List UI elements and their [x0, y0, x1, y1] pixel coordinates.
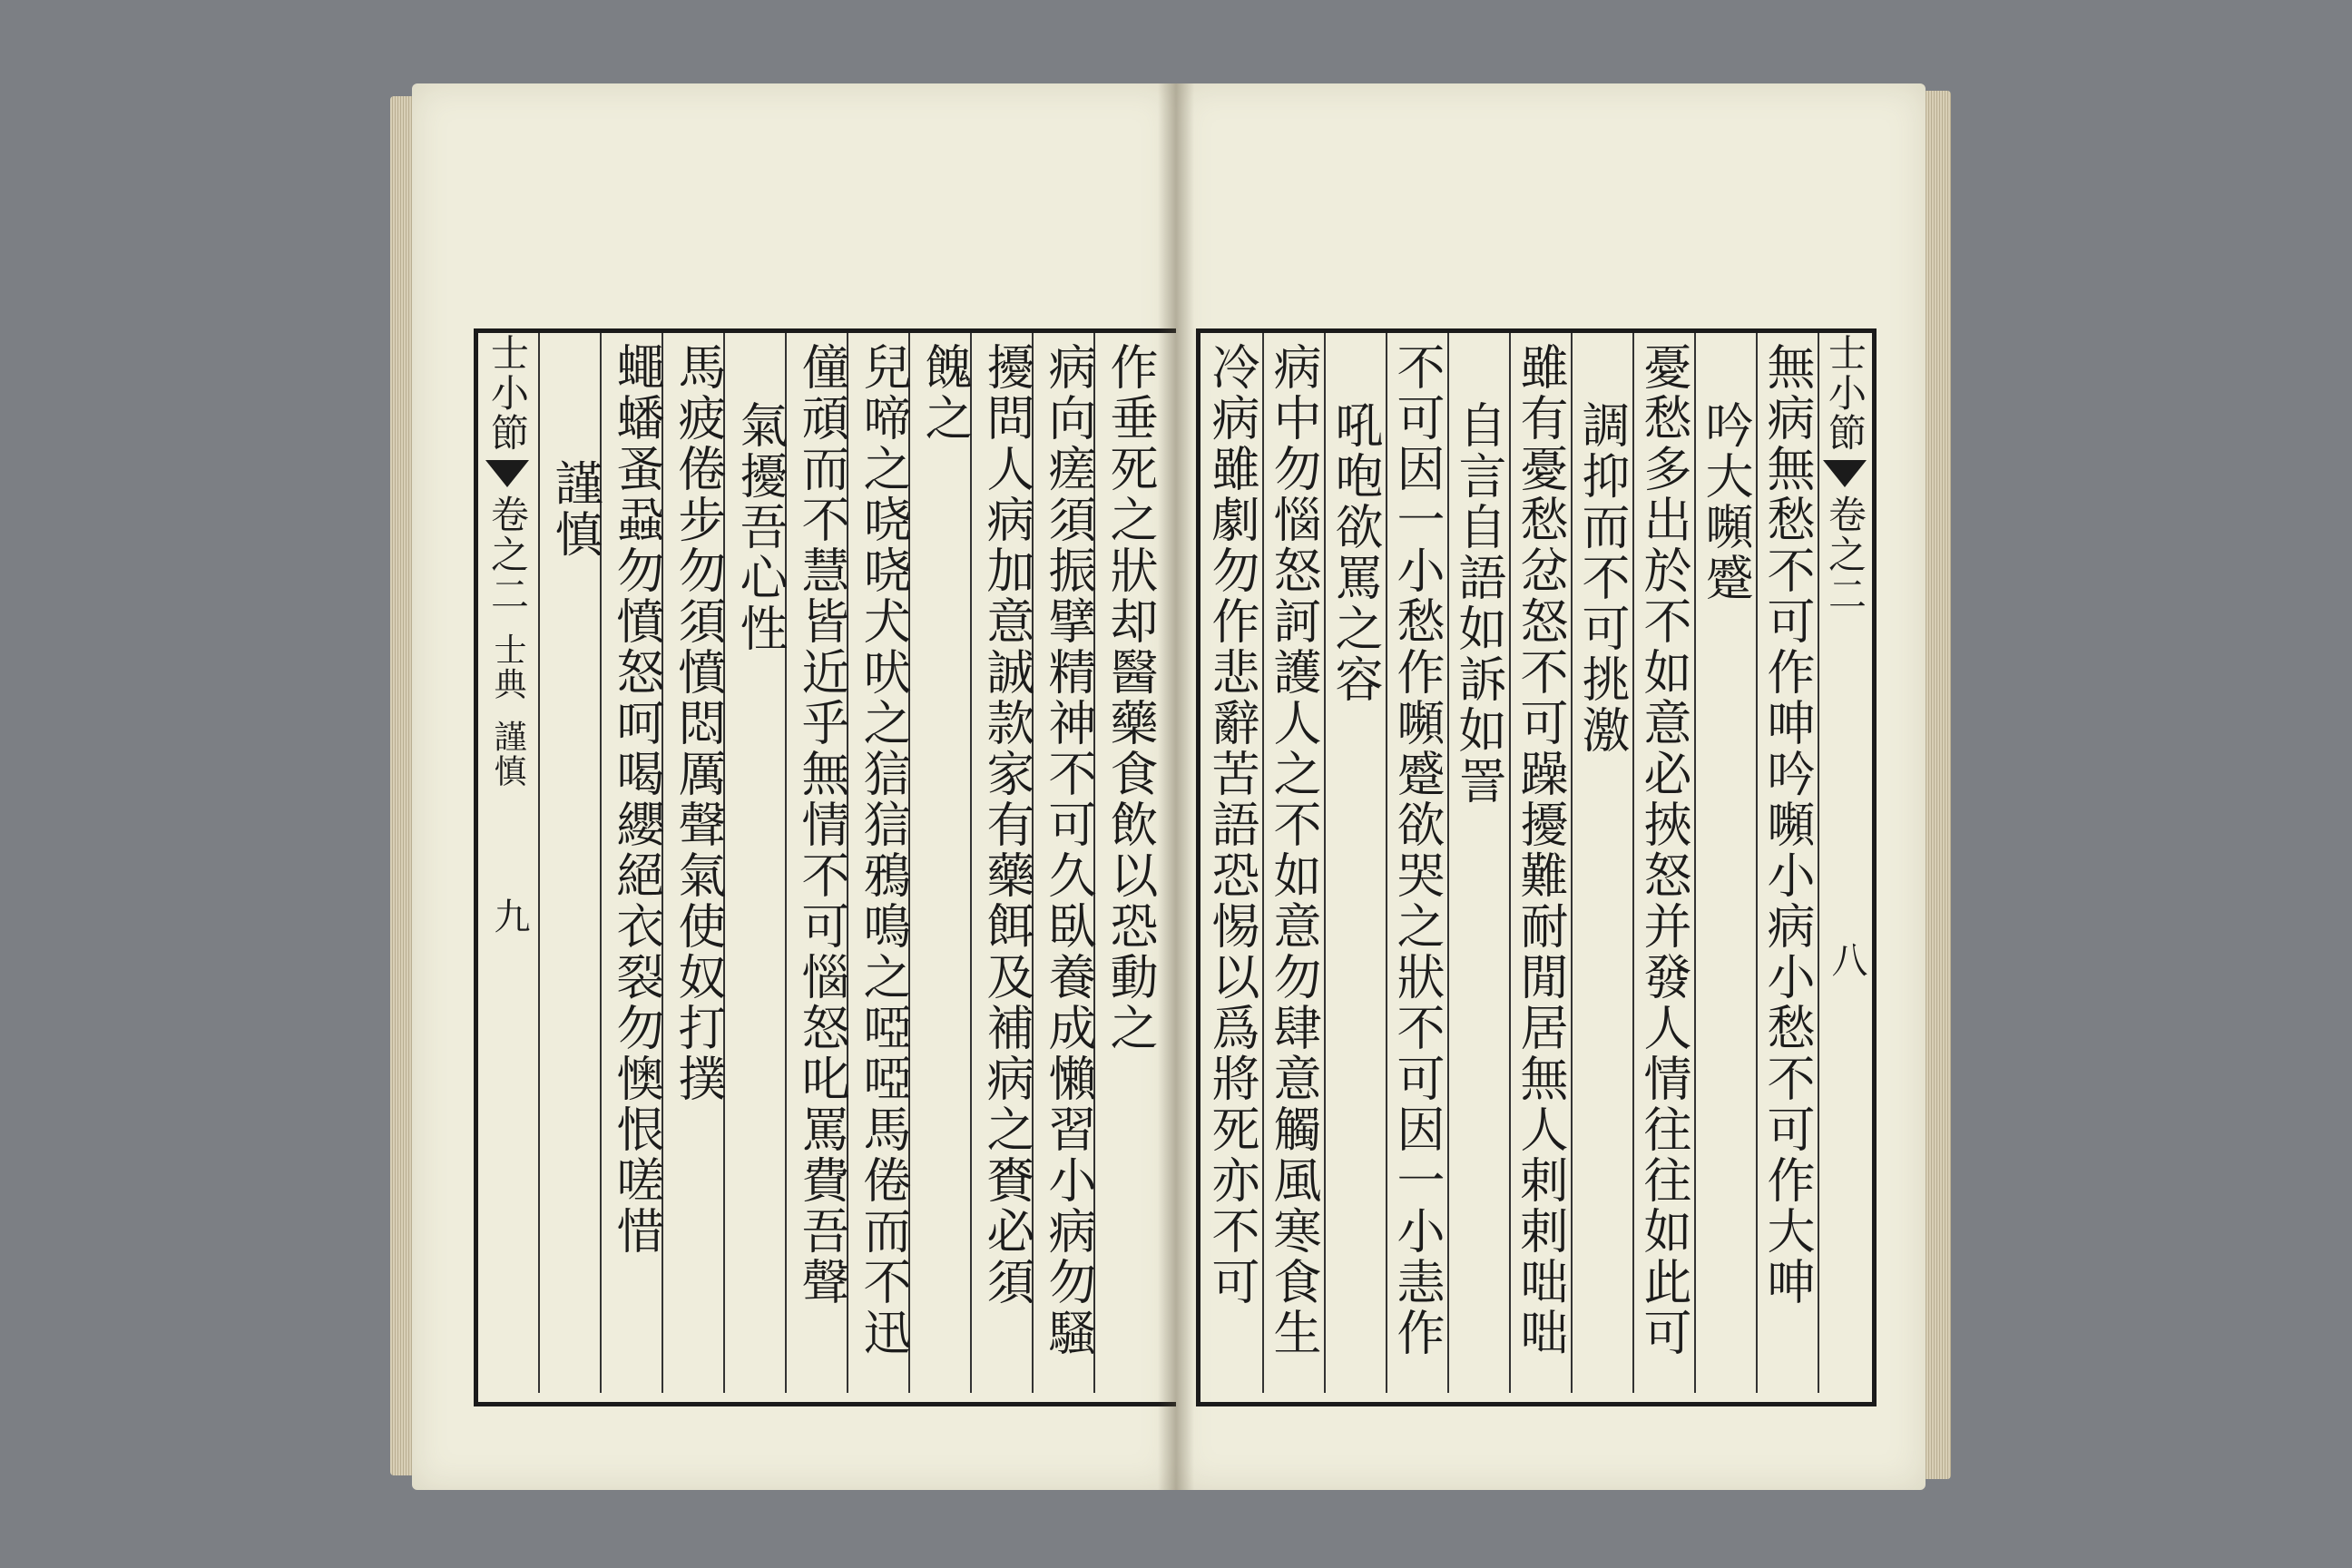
text-column: 蠅蟠蚤蝨勿憤怒呵喝纓絕衣裂勿懊恨嗟惜 [609, 342, 664, 1257]
text-column: 僮頑而不慧皆近乎無情不可惱怒叱罵費吾聲 [794, 342, 849, 1308]
text-column: 病中勿惱怒訶護人之不如意勿肆意觸風寒食生 [1266, 342, 1321, 1358]
text-column: 不可因一小愁作嚬蹙欲哭之狀不可因一小恚作 [1389, 342, 1445, 1358]
text-column: 吼咆欲罵之容 [1328, 400, 1383, 705]
left-banner [484, 333, 531, 1402]
banner-title: 士小節 [1823, 333, 1867, 453]
text-column: 氣擾吾心性 [732, 400, 788, 654]
open-book [390, 83, 1951, 1490]
text-column: 雖有憂愁忿怒不可躁擾難耐閒居無人剌剌咄咄 [1513, 342, 1568, 1358]
left-text-frame [474, 328, 1184, 1406]
text-column: 餽之 [917, 342, 973, 444]
fishtail-mark [1823, 460, 1867, 487]
column-rule [1818, 333, 1819, 1393]
text-column: 無病無愁不可作呻吟嚬小病小愁不可作大呻 [1759, 342, 1815, 1308]
text-column: 冷病雖劇勿作悲辭苦語恐惕以爲將死亦不可 [1204, 342, 1259, 1308]
banner-volume: 卷之二 [485, 495, 530, 614]
text-column: 馬疲倦步勿須憤悶厲聲氣使奴打撲 [671, 342, 726, 1104]
text-column: 吟大嚬蹙 [1698, 400, 1753, 603]
right-page [1176, 83, 1926, 1490]
section-heading: 謹慎 [547, 458, 603, 560]
page-number: 九 [488, 897, 530, 934]
text-column: 作垂死之狀却醫藥食飲以恐動之 [1102, 342, 1158, 1054]
book-edge-right [1924, 91, 1951, 1479]
banner-title: 士小節 [485, 333, 530, 453]
text-column: 憂愁多出於不如意必挾怒并發人情往往如此可 [1636, 342, 1691, 1358]
banner-section: 士典 [489, 632, 526, 701]
right-text-frame [1196, 328, 1877, 1406]
text-column: 調抑而不可挑激 [1574, 400, 1630, 756]
fishtail-mark [485, 460, 529, 487]
book-gutter [1158, 83, 1194, 1490]
page-number: 八 [1826, 941, 1867, 977]
text-column: 自言自語如訴如詈 [1451, 400, 1506, 807]
text-column: 兒啼之哓哓犬吠之狺狺鴉鳴之啞啞馬倦而不迅 [856, 342, 911, 1358]
left-page [412, 83, 1176, 1490]
text-column: 病向瘥須振擘精神不可久臥養成懶習小病勿騷 [1041, 342, 1096, 1358]
banner-section: 謹慎 [489, 720, 526, 789]
column-rule [538, 333, 540, 1393]
text-column: 擾問人病加意誠款家有藥餌及補病之賚必須 [979, 342, 1034, 1308]
book-edge-left [390, 96, 414, 1475]
banner-volume: 卷之二 [1823, 495, 1867, 614]
right-banner [1821, 333, 1868, 1402]
